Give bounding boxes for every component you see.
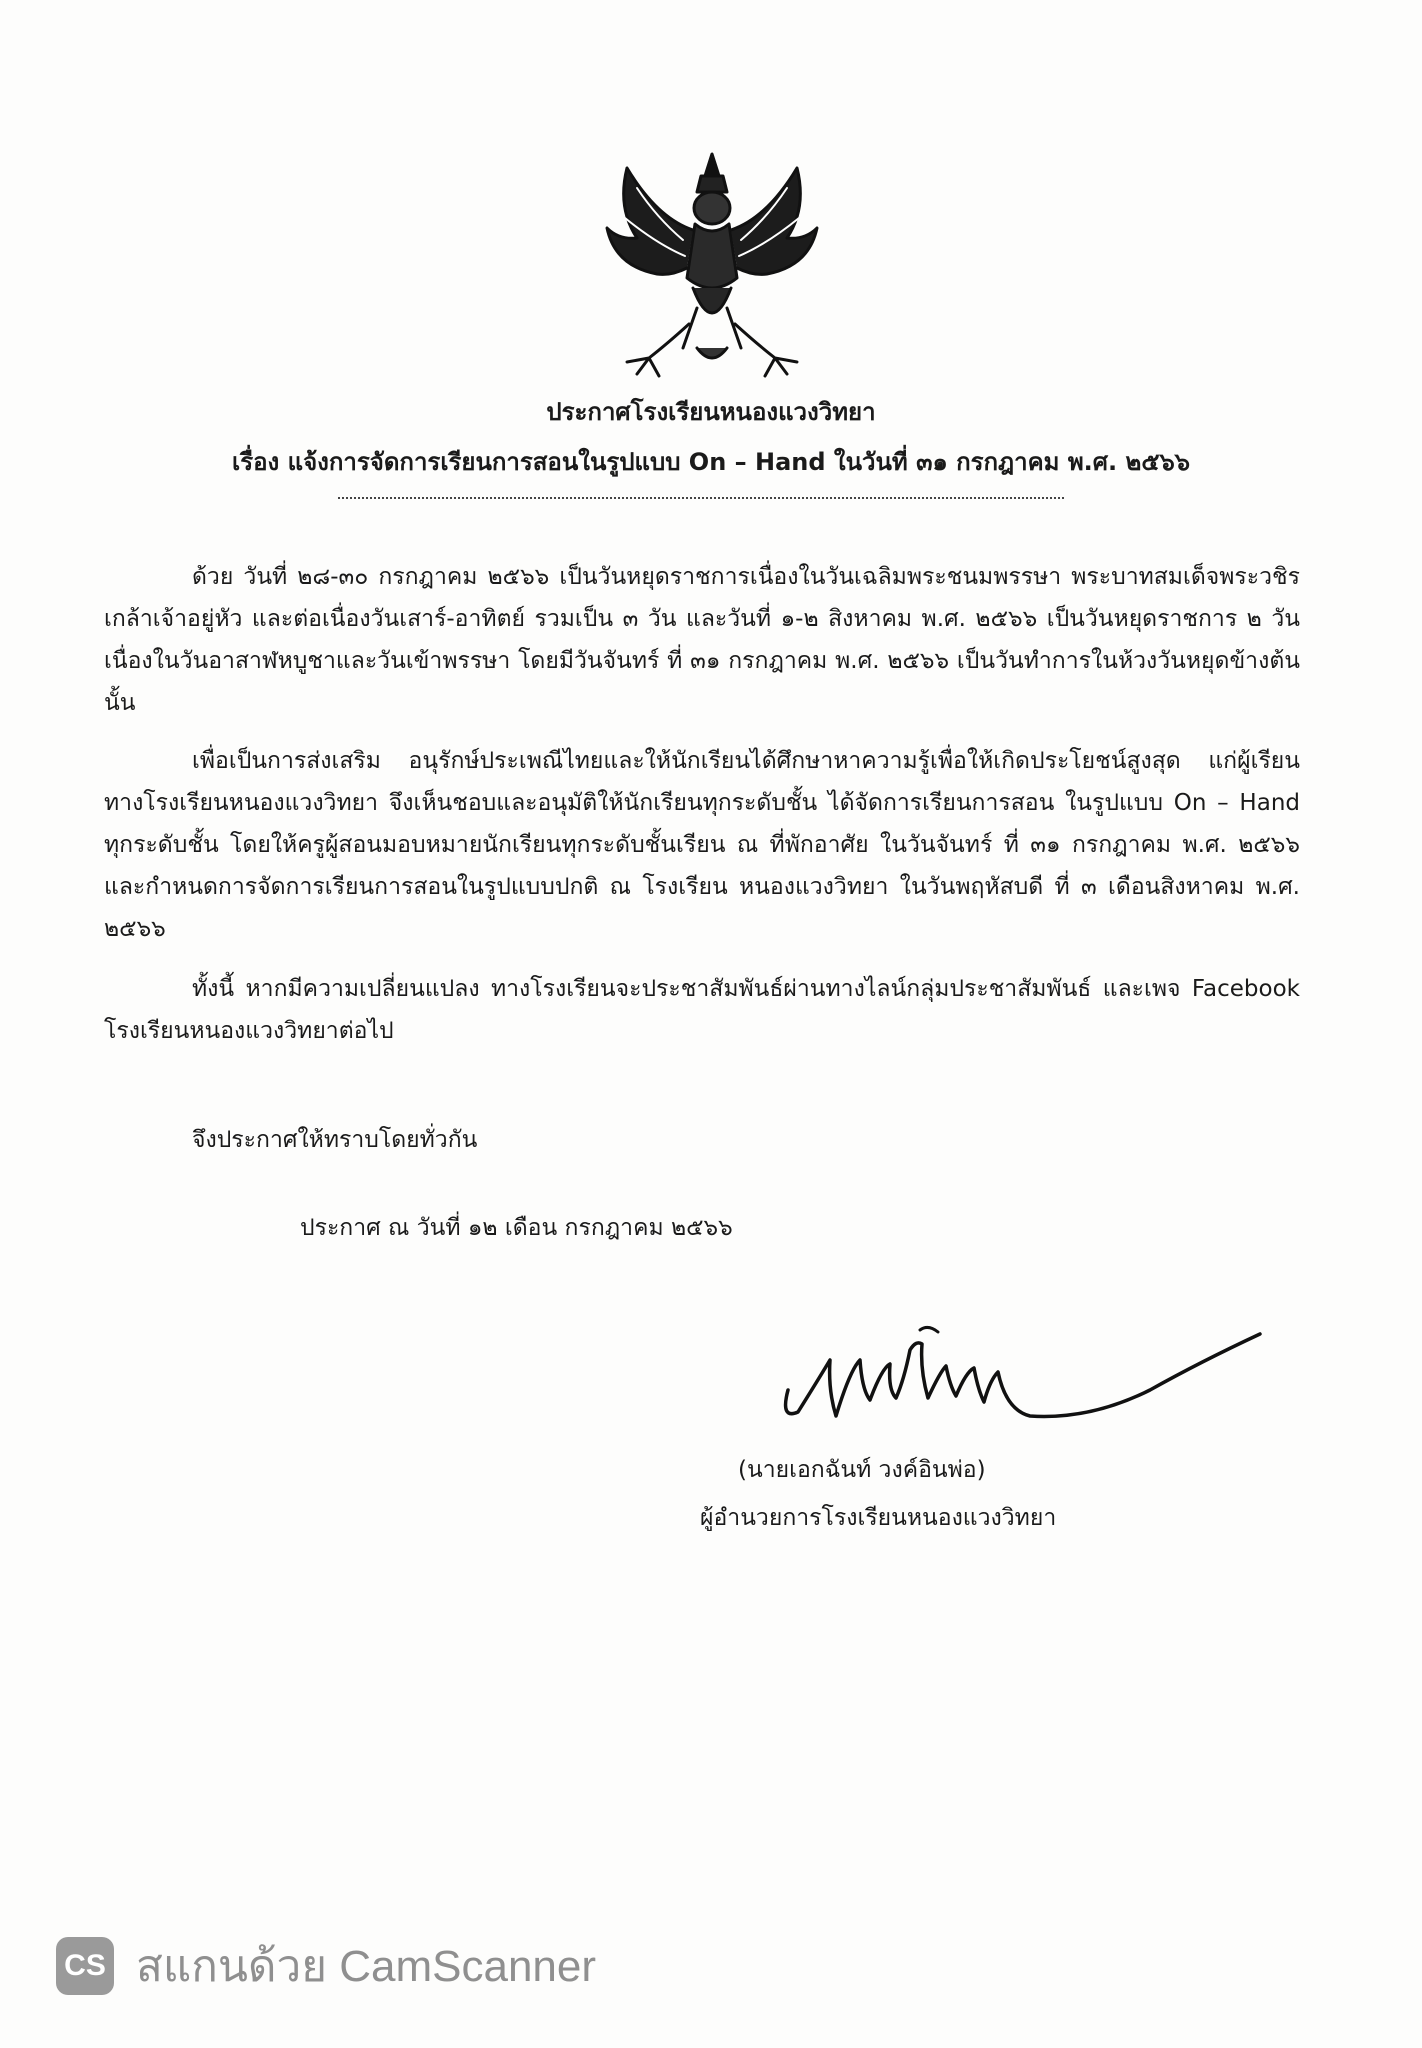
signer-name: (นายเอกฉันท์ วงค์อินพ่อ) [738, 1457, 986, 1483]
camscanner-watermark [56, 1934, 596, 1998]
garuda-emblem-icon [597, 148, 827, 380]
announcement-title: ประกาศโรงเรียนหนองแวงวิทยา [546, 398, 876, 426]
body-paragraph-1: ด้วย วันที่ ๒๘-๓๐ กรกฎาคม ๒๕๖๖ เป็นวันหยุดราชการเนื่องในวันเฉลิมพระชนมพรรษา พระบาทสมเด็จพระวชิรเกล้าเจ้าอยู่หัว และต่อเนื่องวันเสาร์-อาทิตย์ รวมเป็น ๓ วัน และวันที่ ๑-๒ สิงหาคม พ.ศ. ๒๕๖๖ เป็นวันหยุดราชการ ๒ วัน เนื่องในวันอาสาฬหบูชาและวันเข้าพรรษา โดยมีวันจันทร์ ที่ ๓๑ กรกฎาคม พ.ศ. ๒๕๖๖ เป็นวันทำการในห้วงวันหยุดข้างต้น นั้น [104, 564, 1300, 716]
camscanner-text: สแกนด้วย CamScanner [136, 1942, 597, 1991]
body-paragraph-3: ทั้งนี้ หากมีความเปลี่ยนแปลง ทางโรงเรียนจะประชาสัมพันธ์ผ่านทางไลน์กลุ่มประชาสัมพันธ์ และเพจ Facebook โรงเรียนหนองแวงวิทยาต่อไป [104, 976, 1300, 1044]
dotted-divider [338, 497, 1064, 499]
body-paragraph-2: เพื่อเป็นการส่งเสริม อนุรักษ์ประเพณีไทยและให้นักเรียนได้ศึกษาหาความรู้เพื่อให้เกิดประโยชน์สูงสุด แก่ผู้เรียน ทางโรงเรียนหนองแวงวิทยา จึงเห็นชอบและอนุมัติให้นักเรียนทุกระดับชั้น ได้จัดการเรียนการสอน ในรูปแบบ On – Hand ทุกระดับชั้น โดยให้ครูผู้สอนมอบหมายนักเรียนทุกระดับชั้นเรียน ณ ที่พักอาศัย ในวันจันทร์ ที่ ๓๑ กรกฎาคม พ.ศ. ๒๕๖๖ และกำหนดการจัดการเรียนการสอนในรูปแบบปกติ ณ โรงเรียน หนองแวงวิทยา ในวันพฤหัสบดี ที่ ๓ เดือนสิงหาคม พ.ศ. ๒๕๖๖ [104, 748, 1300, 942]
handwritten-signature-icon [770, 1320, 1270, 1440]
camscanner-logo-icon: CS [56, 1937, 114, 1995]
announcement-date: ประกาศ ณ วันที่ ๑๒ เดือน กรกฎาคม ๒๕๖๖ [300, 1215, 733, 1241]
announcement-subject: เรื่อง แจ้งการจัดการเรียนการสอนในรูปแบบ On – Hand ในวันที่ ๓๑ กรกฎาคม พ.ศ. ๒๕๖๖ [232, 448, 1190, 476]
signer-position: ผู้อำนวยการโรงเรียนหนองแวงวิทยา [700, 1505, 1057, 1531]
closing-statement: จึงประกาศให้ทราบโดยทั่วกัน [192, 1127, 478, 1153]
